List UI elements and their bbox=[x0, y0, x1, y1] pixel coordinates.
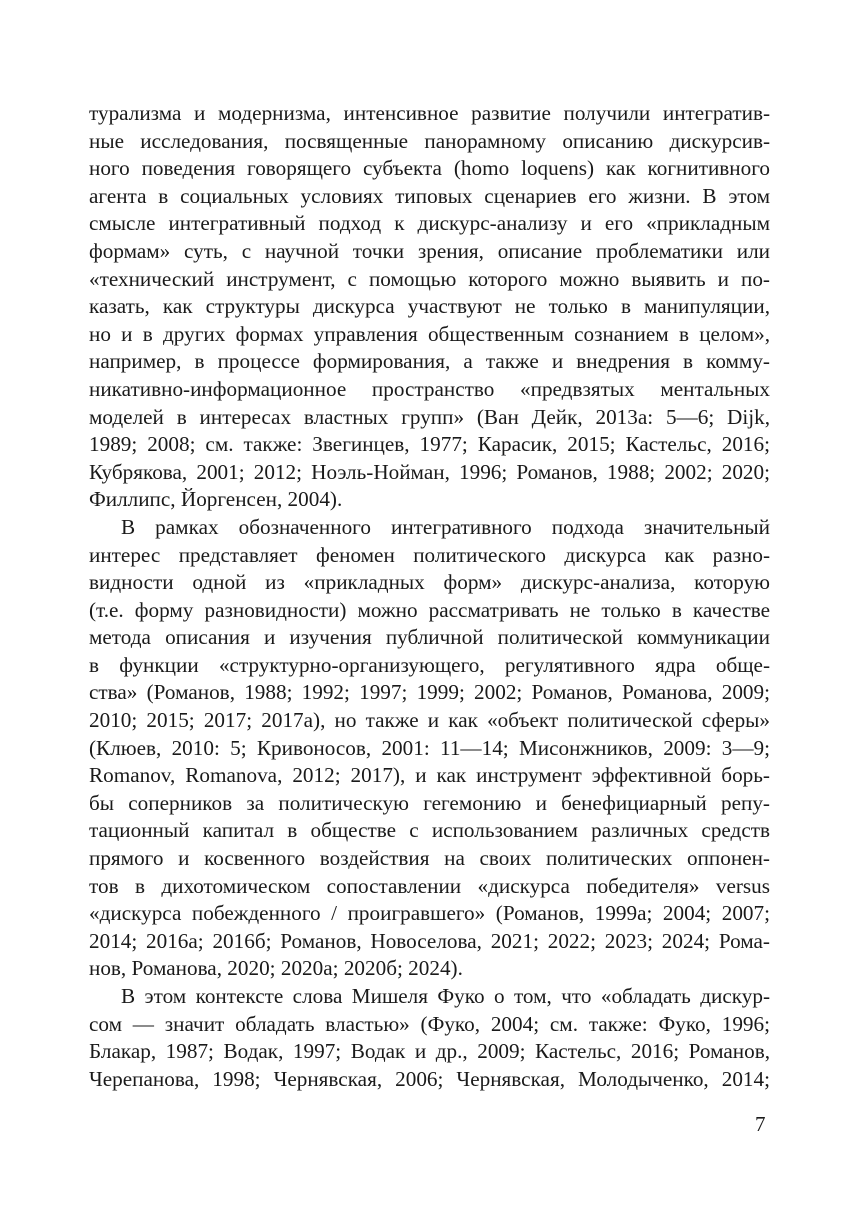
text-line: интерес представляет феномен политического дискурса как разно- bbox=[89, 542, 770, 567]
text-line: Кубрякова, 2001; 2012; Ноэль-Нойман, 1996; Романов, 1988; 2002; 2020; bbox=[89, 459, 770, 484]
text-line: 1989; 2008; см. также: Звегинцев, 1977; Карасик, 2015; Кастельс, 2016; bbox=[89, 432, 770, 457]
text-line: Черепанова, 1998; Чернявская, 2006; Чернявская, Молодыченко, 2014; bbox=[89, 1066, 770, 1091]
text-line: смысле интегративный подход к дискурс-анализу и его «прикладным bbox=[89, 211, 770, 236]
paragraph-3 bbox=[89, 983, 770, 1093]
text-line: казать, как структуры дискурса участвуют не только в манипуляции, bbox=[89, 294, 770, 319]
text-line: тационный капитал в обществе с использованием различных средств bbox=[89, 818, 770, 843]
text-line: бы соперников за политическую гегемонию и бенефициарный репу- bbox=[89, 790, 770, 815]
text-line: в функции «структурно-организующего, регулятивного ядра обще- bbox=[89, 652, 770, 677]
paragraph-1 bbox=[89, 100, 770, 514]
text-line: моделей в интересах властных групп» (Ван Дейк, 2013а: 5—6; Dijk, bbox=[89, 404, 770, 429]
text-line: сом — значит обладать властью» (Фуко, 2004; см. также: Фуко, 1996; bbox=[89, 1011, 770, 1036]
text-line: но и в других формах управления общественным сознанием в целом», bbox=[89, 321, 770, 346]
text-line: метода описания и изучения публичной политической коммуникации bbox=[89, 625, 770, 650]
text-line: Филлипс, Йоргенсен, 2004). bbox=[89, 487, 343, 512]
text-line: 2010; 2015; 2017; 2017а), но также и как «объект политической сферы» bbox=[89, 708, 770, 733]
text-line: Блакар, 1987; Водак, 1997; Водак и др., 2009; Кастельс, 2016; Романов, bbox=[89, 1039, 770, 1064]
text-line: Romanov, Romanova, 2012; 2017), и как инструмент эффективной борь- bbox=[89, 763, 770, 788]
text-line: видности одной из «прикладных форм» дискурс-анализа, которую bbox=[89, 570, 770, 595]
text-line: например, в процессе формирования, а также и внедрения в комму- bbox=[89, 349, 770, 374]
page-body bbox=[89, 100, 770, 1093]
text-line: В этом контексте слова Мишеля Фуко о том, что «обладать дискур- bbox=[121, 984, 770, 1008]
text-line: турализма и модернизма, интенсивное развитие получили интегратив- bbox=[89, 101, 770, 125]
text-line: формам» суть, с научной точки зрения, описание проблематики или bbox=[89, 238, 770, 263]
text-line: «дискурса побежденного / проигравшего» (Романов, 1999а; 2004; 2007; bbox=[89, 901, 770, 926]
paragraph-2 bbox=[89, 514, 770, 983]
text-line: (т.е. форму разновидности) можно рассматривать не только в качестве bbox=[89, 597, 770, 622]
text-line: «технический инструмент, с помощью которого можно выявить и по- bbox=[89, 266, 770, 291]
text-line: 2014; 2016а; 2016б; Романов, Новоселова, 2021; 2022; 2023; 2024; Рома- bbox=[89, 928, 770, 953]
text-line: никативно-информационное пространство «предвзятых ментальных bbox=[89, 376, 770, 401]
text-line: тов в дихотомическом сопоставлении «дискурса победителя» versus bbox=[89, 873, 770, 898]
text-line: ного поведения говорящего субъекта (homo loquens) как когнитивного bbox=[89, 156, 770, 181]
text-line: агента в социальных условиях типовых сценариев его жизни. В этом bbox=[89, 183, 770, 208]
text-line: ства» (Романов, 1988; 1992; 1997; 1999; 2002; Романов, Романова, 2009; bbox=[89, 680, 770, 705]
text-line: В рамках обозначенного интегративного подхода значительный bbox=[121, 514, 770, 539]
text-line: ные исследования, посвященные панорамному описанию дискурсив- bbox=[89, 128, 770, 153]
text-line: нов, Романова, 2020; 2020а; 2020б; 2024). bbox=[89, 956, 463, 981]
page-number: 7 bbox=[755, 1112, 766, 1136]
text-line: (Клюев, 2010: 5; Кривоносов, 2001: 11—14; Мисонжников, 2009: 3—9; bbox=[89, 735, 770, 760]
text-line: прямого и косвенного воздействия на своих политических оппонен- bbox=[89, 846, 770, 871]
